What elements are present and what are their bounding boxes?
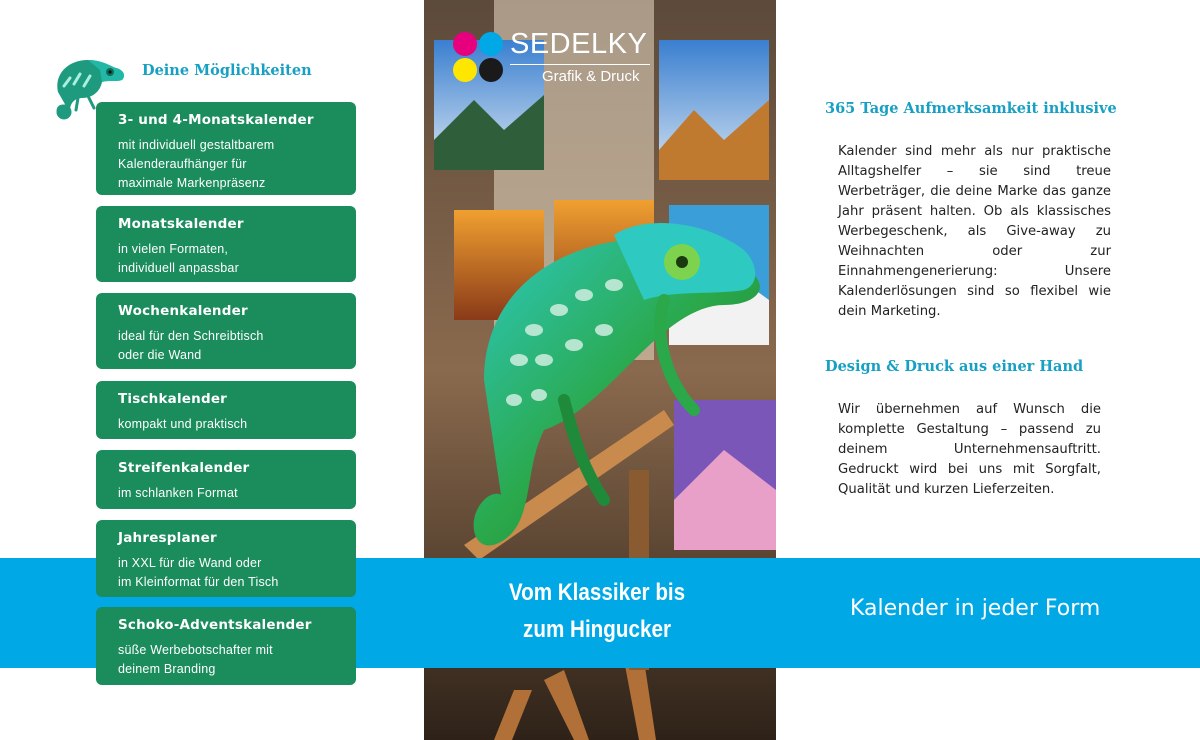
option-line: deinem Branding bbox=[118, 662, 216, 676]
option-line: im schlanken Format bbox=[118, 486, 238, 500]
section-heading: 365 Tage Aufmerksamkeit inklusive bbox=[825, 100, 1117, 117]
option-title: Wochenkalender bbox=[118, 303, 248, 319]
option-line: Kalenderaufhänger für bbox=[118, 157, 247, 171]
option-title: Tischkalender bbox=[118, 391, 228, 407]
option-title: Streifenkalender bbox=[118, 460, 250, 476]
option-description bbox=[118, 327, 342, 365]
option-line: ideal für den Schreibtisch bbox=[118, 329, 264, 343]
options-heading: Deine Möglichkeiten bbox=[142, 62, 312, 79]
option-description bbox=[118, 415, 342, 434]
option-title: Monatskalender bbox=[118, 216, 244, 232]
option-title: 3- und 4-Monatskalender bbox=[118, 112, 314, 128]
option-description bbox=[118, 641, 342, 679]
option-card-monatskalender[interactable] bbox=[96, 206, 356, 282]
option-description bbox=[118, 554, 342, 592]
option-description bbox=[118, 484, 342, 503]
option-title: Schoko-Adventskalender bbox=[118, 617, 312, 633]
brand-divider bbox=[510, 64, 650, 65]
option-card-wochenkalender[interactable] bbox=[96, 293, 356, 369]
banner-tagline bbox=[474, 574, 720, 648]
option-card-streifenkalender[interactable] bbox=[96, 450, 356, 509]
option-title: Jahresplaner bbox=[118, 530, 217, 546]
option-line: in vielen Formaten, bbox=[118, 242, 229, 256]
option-card-tischkalender[interactable] bbox=[96, 381, 356, 439]
option-line: oder die Wand bbox=[118, 348, 202, 362]
brand-name: SEDELKY bbox=[510, 28, 648, 60]
option-line: in XXL für die Wand oder bbox=[118, 556, 262, 570]
option-line: kompakt und praktisch bbox=[118, 417, 248, 431]
option-card-3-4-monatskalender[interactable] bbox=[96, 102, 356, 195]
option-line: mit individuell gestaltbarem bbox=[118, 138, 275, 152]
tagline-line: zum Hingucker bbox=[523, 616, 671, 643]
banner-right-text: Kalender in jeder Form bbox=[850, 596, 1101, 621]
option-line: maximale Markenpräsenz bbox=[118, 176, 266, 190]
section-body: Wir übernehmen auf Wunsch die komplette Gestaltung – passend zu deinem Unternehmensauftritt. Gedruckt wird bei uns mit Sorgfalt, Qualität und kurzen Lieferzeiten. bbox=[838, 402, 1101, 497]
option-line: im Kleinformat für den Tisch bbox=[118, 575, 279, 589]
option-line: süße Werbebotschafter mit bbox=[118, 643, 273, 657]
option-card-jahresplaner[interactable] bbox=[96, 520, 356, 597]
brand-logo bbox=[452, 28, 662, 88]
option-card-schoko-adventskalender[interactable] bbox=[96, 607, 356, 685]
option-description bbox=[118, 136, 342, 193]
cmyk-dots-icon bbox=[452, 30, 508, 86]
section-heading: Design & Druck aus einer Hand bbox=[825, 358, 1084, 375]
tagline-line: Vom Klassiker bis bbox=[508, 579, 686, 606]
option-line: individuell anpassbar bbox=[118, 261, 239, 275]
section-body: Kalender sind mehr als nur praktische Alltagshelfer – sie sind treue Werbeträger, die deine Marke das ganze Jahr präsent halten. Ob als klassisches Werbegeschenk, als Give-away zu Weihnachten oder zur Einnahmengenerierung: Unsere Kalenderlösungen sind so flexibel wie dein Marketing. bbox=[838, 144, 1111, 319]
option-description bbox=[118, 240, 342, 278]
brand-subtitle: Grafik & Druck bbox=[542, 68, 640, 85]
